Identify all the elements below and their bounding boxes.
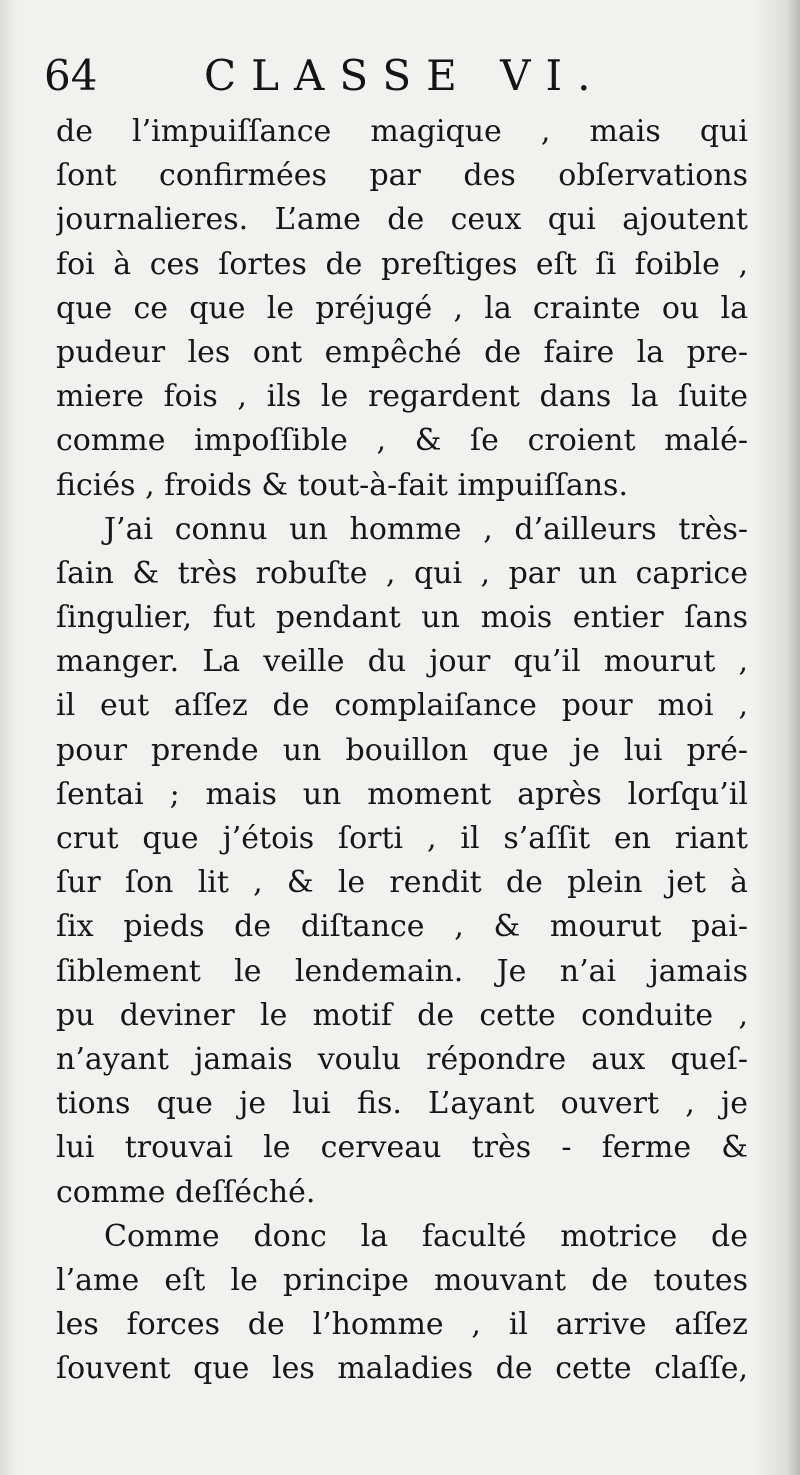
- text-line: comme impoſſible , & ſe croient malé-: [56, 423, 748, 459]
- text-line: miere fois , ils le regardent dans la ſuite: [56, 379, 748, 415]
- paragraph-start-line: Comme donc la faculté motrice de: [104, 1218, 748, 1254]
- text-line: ſix pieds de diſtance , & mourut pai-: [56, 909, 748, 945]
- text-line: foi à ces ſortes de preſtiges eſt ſi foible ,: [56, 246, 748, 282]
- text-line: les forces de l’homme , il arrive aſſez: [56, 1307, 748, 1343]
- text-line: pu deviner le motif de cette conduite ,: [56, 997, 748, 1033]
- text-line: ſain & très robuſte , qui , par un caprice: [56, 555, 748, 591]
- body-text: [56, 110, 748, 1391]
- text-line: l’ame eſt le principe mouvant de toutes: [56, 1262, 748, 1298]
- text-line: ſur ſon lit , & le rendit de plein jet à: [56, 865, 748, 901]
- page-left-shadow: [0, 0, 18, 1475]
- text-line: ſiblement le lendemain. Je n’ai jamais: [56, 953, 748, 989]
- text-line: lui trouvai le cerveau très - ferme &: [56, 1130, 748, 1166]
- running-head: CLASSE VI.: [204, 51, 606, 100]
- text-line: ſont confirmées par des obſervations: [56, 158, 748, 194]
- text-line: ſentai ; mais un moment après lorſqu’il: [56, 776, 748, 812]
- text-line: ſouvent que les maladies de cette claſſe,: [56, 1351, 748, 1387]
- text-line: que ce que le préjugé , la crainte ou la: [56, 290, 748, 326]
- page-header: [44, 48, 744, 104]
- text-line: journalieres. L’ame de ceux qui ajoutent: [56, 202, 748, 238]
- text-line: il eut aſſez de complaiſance pour moi ,: [56, 688, 748, 724]
- text-line: n’ayant jamais voulu répondre aux queſ-: [56, 1041, 748, 1077]
- page-number: 64: [44, 51, 98, 100]
- text-line: ſingulier, fut pendant un mois entier ſans: [56, 600, 748, 636]
- text-line: tions que je lui fis. L’ayant ouvert , je: [56, 1086, 748, 1122]
- page-right-shadow: [756, 0, 800, 1475]
- text-line: ficiés , froids & tout-à-fait impuiſſans.: [56, 467, 628, 503]
- text-line: manger. La veille du jour qu’il mourut ,: [56, 644, 748, 680]
- text-line: pudeur les ont empêché de faire la pre-: [56, 334, 748, 370]
- text-line: comme deſſéché.: [56, 1174, 316, 1210]
- text-line: crut que j’étois ſorti , il s’aſſit en riant: [56, 821, 748, 856]
- text-line: pour prende un bouillon que je lui pré-: [56, 732, 748, 768]
- text-line: de l’impuiſſance magique , mais qui: [56, 114, 748, 149]
- paragraph-start-line: J’ai connu un homme , d’ailleurs très-: [104, 511, 748, 547]
